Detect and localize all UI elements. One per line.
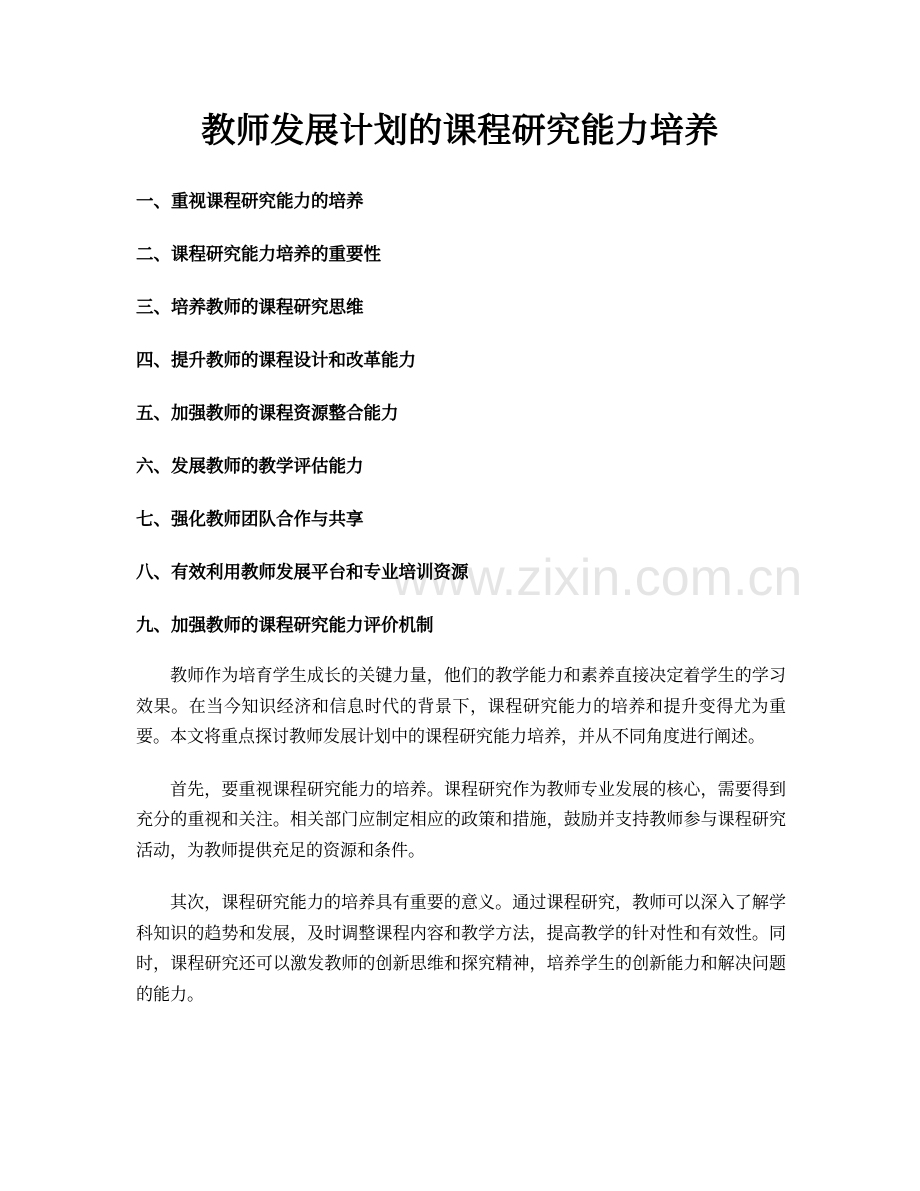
body-paragraph: 首先，要重视课程研究能力的培养。课程研究作为教师专业发展的核心，需要得到充分的重视和关注。相关部门应制定相应的政策和措施，鼓励并支持教师参与课程研究活动，为教师提供充足的资源和条件。 xyxy=(136,779,786,861)
outline-item: 七、强化教师团队合作与共享 xyxy=(136,510,364,530)
outline-item: 一、重视课程研究能力的培养 xyxy=(136,192,364,212)
document-body xyxy=(136,661,786,1032)
body-paragraph: 其次，课程研究能力的培养具有重要的意义。通过课程研究，教师可以深入了解学科知识的趋势和发展，及时调整课程内容和教学方法，提高教学的针对性和有效性。同时，课程研究还可以激发教师的创新思维和探究精神，培养学生的创新能力和解决问题的能力。 xyxy=(136,893,786,1005)
outline-item: 五、加强教师的课程资源整合能力 xyxy=(136,404,399,424)
outline-item: 八、有效利用教师发展平台和专业培训资源 xyxy=(136,563,469,583)
outline-item: 六、发展教师的教学评估能力 xyxy=(136,457,364,477)
document-title: 教师发展计划的课程研究能力培养 xyxy=(201,111,719,151)
outline-list xyxy=(136,188,469,665)
watermark: www.zixin.com.cn xyxy=(392,549,803,607)
body-paragraph: 教师作为培育学生成长的关键力量，他们的教学能力和素养直接决定着学生的学习效果。在当今知识经济和信息时代的背景下，课程研究能力的培养和提升变得尤为重要。本文将重点探讨教师发展计划中的课程研究能力培养，并从不同角度进行阐述。 xyxy=(136,666,786,747)
outline-item: 九、加强教师的课程研究能力评价机制 xyxy=(136,616,434,636)
outline-item: 二、课程研究能力培养的重要性 xyxy=(136,245,381,265)
outline-item: 四、提升教师的课程设计和改革能力 xyxy=(136,351,416,371)
outline-item: 三、培养教师的课程研究思维 xyxy=(136,298,364,318)
